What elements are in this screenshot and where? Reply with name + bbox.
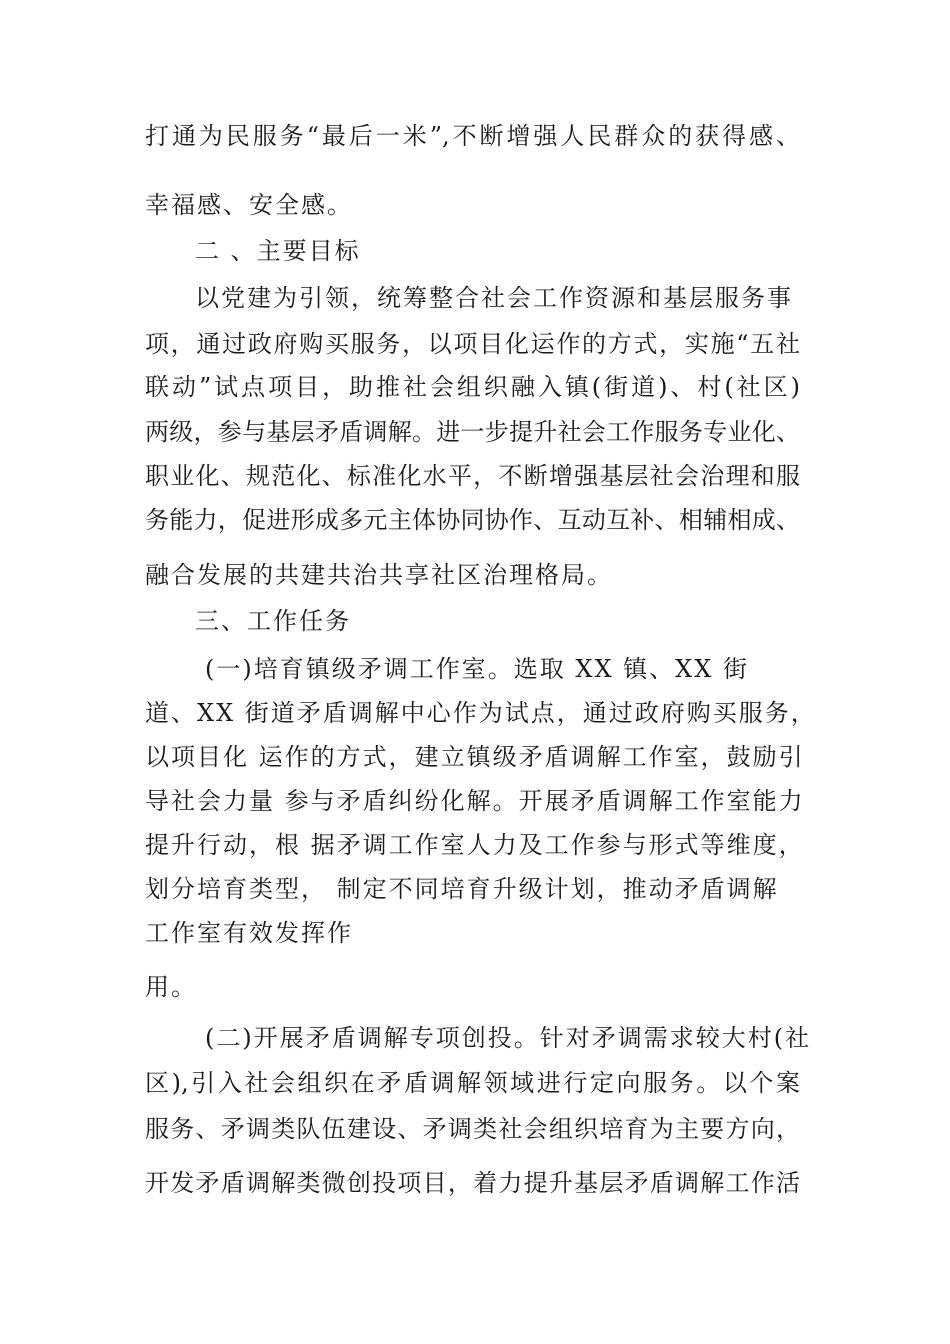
text-line: 服务、矛调类队伍建设、矛调类社会组织培育为主要方向， bbox=[145, 1115, 800, 1143]
text-line: 提升行动，根 据矛调工作室人力及工作参与形式等维度， bbox=[145, 831, 805, 859]
text-line: 道、XX 街道矛盾调解中心作为试点，通过政府购买服务， bbox=[145, 699, 817, 727]
text-line: 划分培育类型， 制定不同培育升级计划，推动矛盾调解 bbox=[145, 875, 779, 903]
text-line: 导社会力量 参与矛盾纠纷化解。开展矛盾调解工作室能力 bbox=[145, 787, 805, 815]
text-line: 打通为民服务“最后一米”,不断增强人民群众的获得感、 bbox=[145, 122, 800, 150]
section-heading: 二 、主要目标 bbox=[195, 237, 361, 265]
text-line: 以项目化 运作的方式，建立镇级矛盾调解工作室，鼓励引 bbox=[145, 743, 805, 771]
text-line: 联动”试点项目，助推社会组织融入镇(街道)、村(社区) bbox=[145, 373, 800, 401]
text-line: 两级，参与基层矛盾调解。进一步提升社会工作服务专业化、 bbox=[145, 418, 800, 446]
text-line: 以党建为引领，统筹整合社会工作资源和基层服务事 bbox=[195, 284, 793, 312]
text-line: 用。 bbox=[145, 973, 197, 1001]
text-line: 开发矛盾调解类微创投项目，着力提升基层矛盾调解工作活 bbox=[145, 1169, 800, 1197]
text-line: (二)开展矛盾调解专项创投。针对矛调需求较大村(社 bbox=[205, 1024, 812, 1052]
text-line: 幸福感、安全感。 bbox=[145, 191, 353, 219]
text-line: 项，通过政府购买服务，以项目化运作的方式，实施“五社 bbox=[145, 330, 800, 358]
text-line: 职业化、规范化、标准化水平，不断增强基层社会治理和服 bbox=[145, 462, 800, 490]
section-heading: 三、工作任务 bbox=[195, 607, 351, 635]
text-line: 务能力，促进形成多元主体协同协作、互动互补、相辅相成、 bbox=[145, 506, 800, 534]
text-line: 区),引入社会组织在矛盾调解领域进行定向服务。以个案 bbox=[145, 1069, 800, 1097]
text-line: 融合发展的共建共治共享社区治理格局。 bbox=[145, 561, 613, 589]
text-line: 工作室有效发挥作 bbox=[145, 919, 353, 947]
text-line: (一)培育镇级矛调工作室。选取 XX 镇、XX 街 bbox=[205, 655, 749, 683]
